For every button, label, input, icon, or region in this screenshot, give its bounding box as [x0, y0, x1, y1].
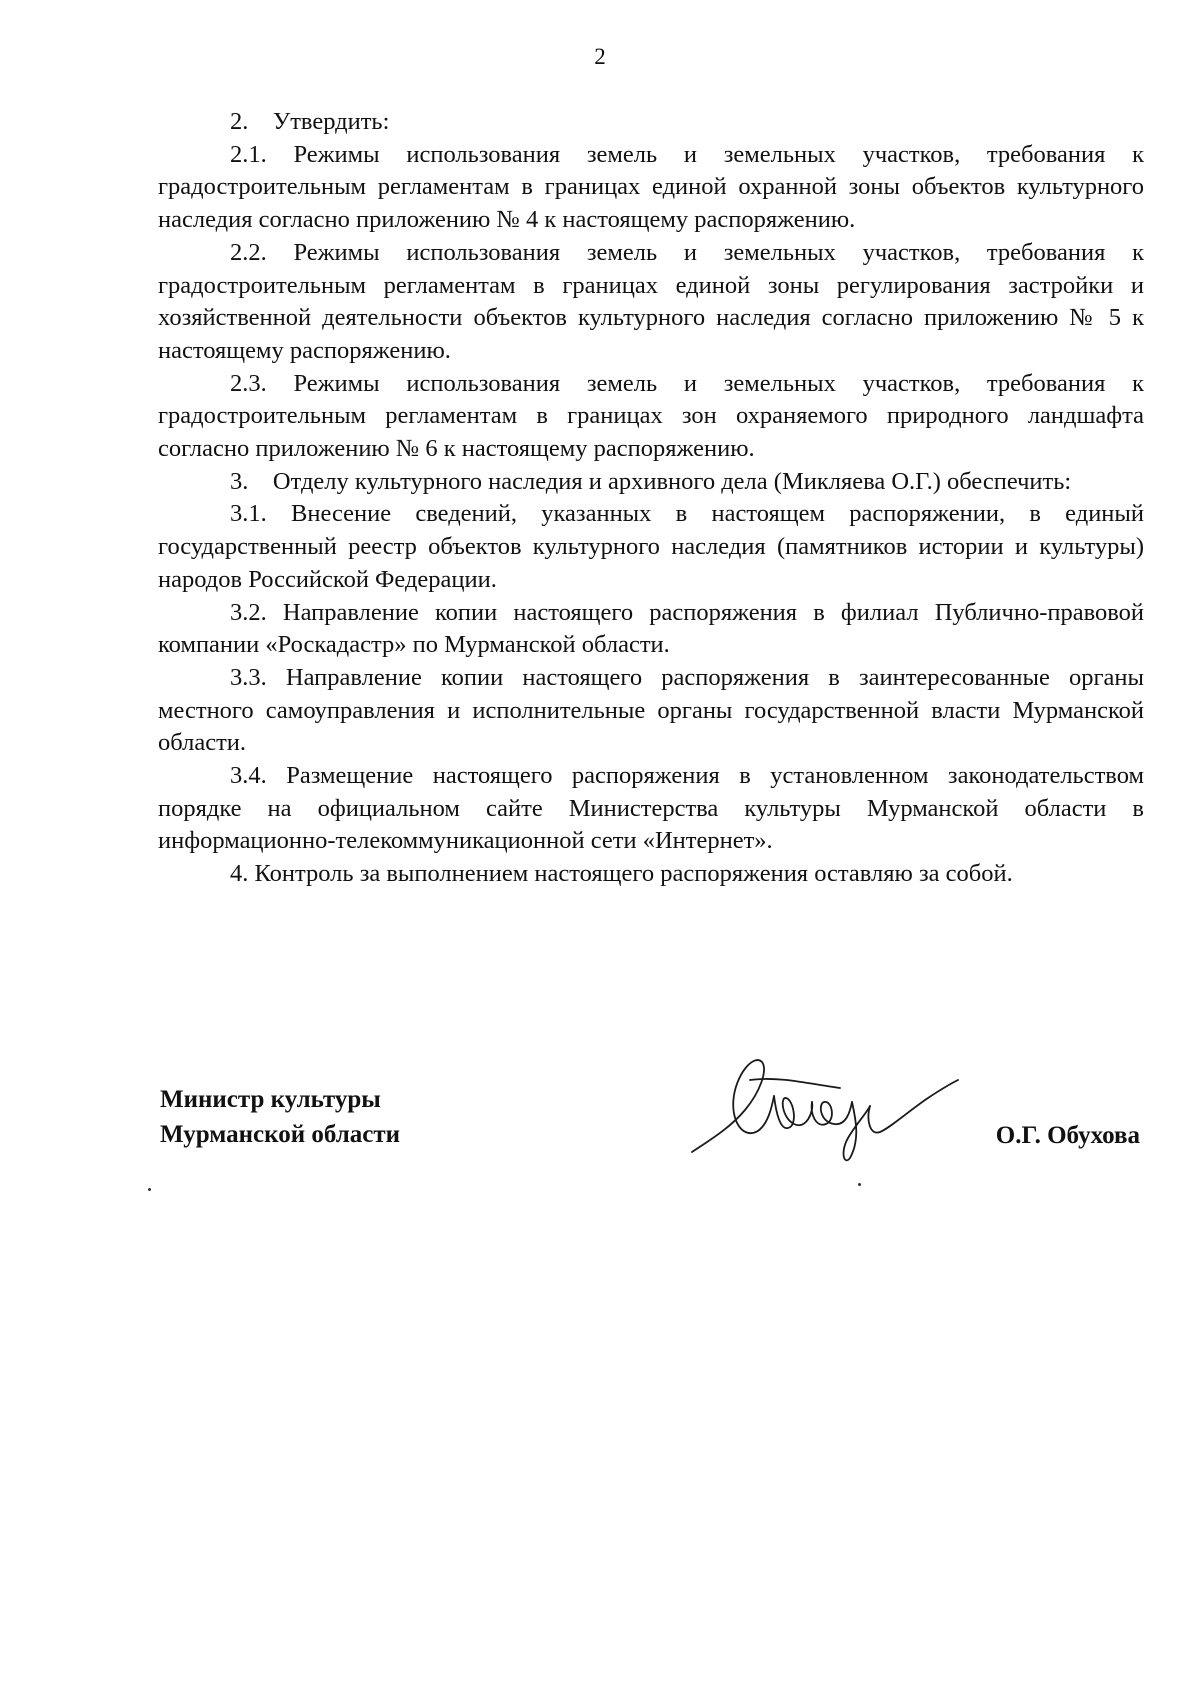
scan-speck: [858, 1183, 861, 1186]
paragraph-3-2: 3.2. Направление копии настоящего распоряжения в филиал Публично-правовой компании «Роскадастр» по Мурманской области.: [158, 598, 1144, 659]
document-body: [158, 106, 1144, 891]
paragraph-3-4: 3.4. Размещение настоящего распоряжения в установленном законодательством порядке на официальном сайте Министерства культуры Мурманской области в информационно-телекоммуникационной сети «Интернет».: [158, 762, 1144, 855]
handwritten-signature: [690, 1040, 960, 1170]
scan-speck: [148, 1188, 151, 1191]
signatory-name: О.Г. Обухова: [995, 1122, 1140, 1149]
signatory-title-line-1: Министр культуры: [160, 1086, 381, 1113]
paragraph-3-1: 3.1. Внесение сведений, указанных в настоящем распоряжении, в единый государственный реестр объектов культурного наследия (памятников истории и культуры) народов Российской Федерации.: [158, 500, 1144, 593]
signatory-title-line-2: Мурманской области: [160, 1121, 401, 1148]
paragraph-2: 2. Утвердить:: [230, 108, 390, 135]
paragraph-2-1: 2.1. Режимы использования земель и земельных участков, требования к градостроительным регламентам в границах единой охранной зоны объектов культурного наследия согласно приложению № 4 к настоящему распоряжению.: [158, 140, 1144, 234]
paragraph-4: 4. Контроль за выполнением настоящего распоряжения оставляю за собой.: [230, 860, 1013, 888]
paragraph-2-3: 2.3. Режимы использования земель и земельных участков, требования к градостроительным регламентам в границах зон охраняемого природного ландшафта согласно приложению № 6 к настоящему распоряжению.: [158, 369, 1144, 463]
signatory-title: [160, 1082, 400, 1152]
page-number: 2: [594, 44, 606, 69]
paragraph-3-3: 3.3. Направление копии настоящего распоряжения в заинтересованные органы местного самоуправления и исполнительные органы государственной власти Мурманской области.: [158, 663, 1144, 757]
paragraph-3: 3. Отделу культурного наследия и архивного дела (Микляева О.Г.) обеспечить:: [230, 467, 1072, 495]
paragraph-2-2: 2.2. Режимы использования земель и земельных участков, требования к градостроительным регламентам в границах единой зоны регулирования застройки и хозяйственной деятельности объектов культурного наследия согласно приложению № 5 к настоящему распоряжению.: [158, 238, 1144, 364]
